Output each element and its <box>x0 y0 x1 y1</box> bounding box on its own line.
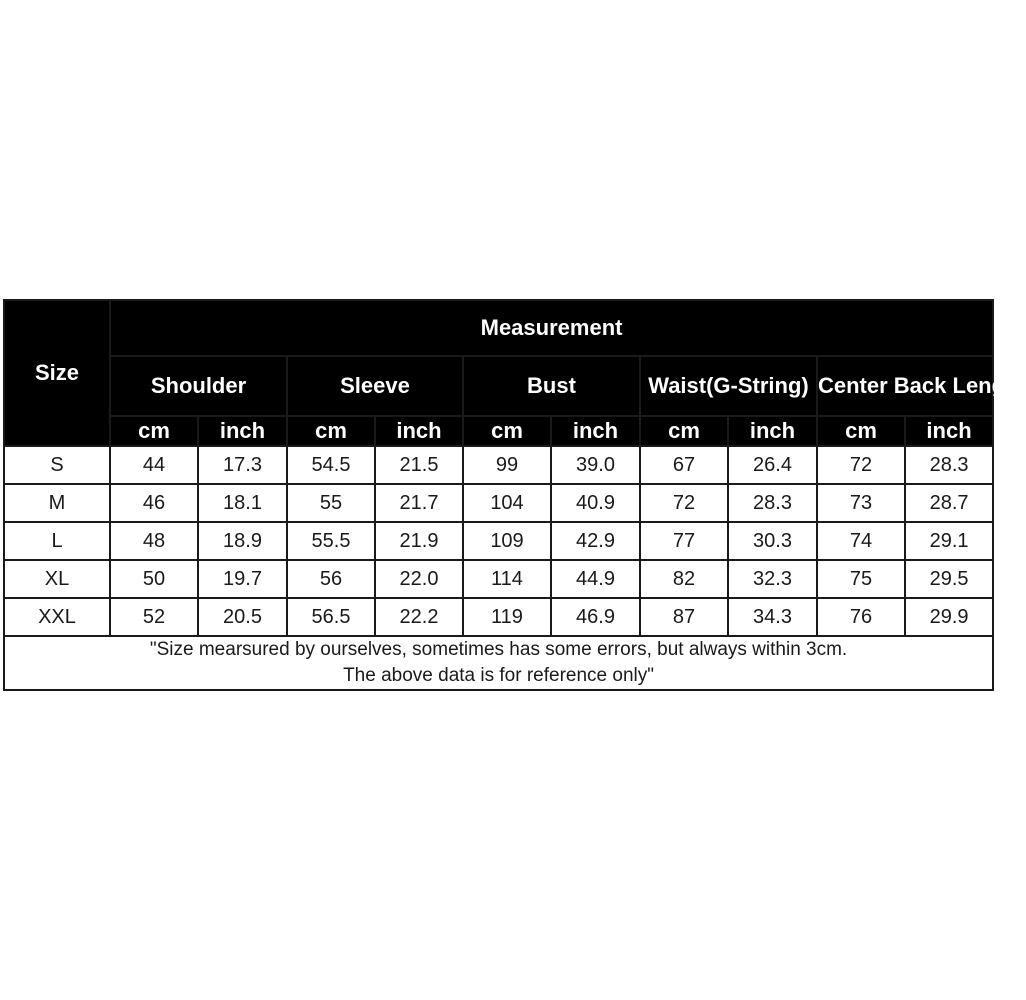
value-cell: 28.3 <box>728 484 817 522</box>
sleeve-header: Sleeve <box>287 356 463 416</box>
header-row-groups <box>4 356 993 416</box>
value-cell: 77 <box>640 522 728 560</box>
unit-header: cm <box>463 416 551 446</box>
note-row <box>4 636 993 690</box>
unit-header: cm <box>110 416 198 446</box>
value-cell: 22.2 <box>375 598 463 636</box>
value-cell: 73 <box>817 484 905 522</box>
value-cell: 56.5 <box>287 598 375 636</box>
value-cell: 32.3 <box>728 560 817 598</box>
header-row-measurement <box>4 300 993 356</box>
value-cell: 34.3 <box>728 598 817 636</box>
value-cell: 20.5 <box>198 598 287 636</box>
value-cell: 40.9 <box>551 484 640 522</box>
unit-header: cm <box>287 416 375 446</box>
unit-header: inch <box>728 416 817 446</box>
size-cell: XL <box>4 560 110 598</box>
unit-header: inch <box>375 416 463 446</box>
value-cell: 44 <box>110 446 198 484</box>
note-line: "Size mearsured by ourselves, sometimes has some errors, but always within 3cm. <box>149 639 848 660</box>
table-row <box>4 560 993 598</box>
value-cell: 75 <box>817 560 905 598</box>
measurement-header: Measurement <box>110 300 993 356</box>
table-row <box>4 484 993 522</box>
value-cell: 26.4 <box>728 446 817 484</box>
value-cell: 114 <box>463 560 551 598</box>
value-cell: 30.3 <box>728 522 817 560</box>
value-cell: 55 <box>287 484 375 522</box>
value-cell: 87 <box>640 598 728 636</box>
value-cell: 50 <box>110 560 198 598</box>
value-cell: 56 <box>287 560 375 598</box>
value-cell: 76 <box>817 598 905 636</box>
unit-header: inch <box>551 416 640 446</box>
table-body <box>4 446 993 636</box>
value-cell: 54.5 <box>287 446 375 484</box>
size-cell: M <box>4 484 110 522</box>
value-cell: 55.5 <box>287 522 375 560</box>
value-cell: 29.1 <box>905 522 993 560</box>
size-chart <box>3 299 1026 691</box>
value-cell: 46.9 <box>551 598 640 636</box>
value-cell: 28.7 <box>905 484 993 522</box>
unit-header: inch <box>198 416 287 446</box>
table-row <box>4 522 993 560</box>
size-cell: S <box>4 446 110 484</box>
value-cell: 48 <box>110 522 198 560</box>
value-cell: 67 <box>640 446 728 484</box>
size-cell: XXL <box>4 598 110 636</box>
unit-header: cm <box>640 416 728 446</box>
size-note <box>4 636 993 690</box>
value-cell: 29.5 <box>905 560 993 598</box>
center-back-length-header: Center Back Length <box>817 356 993 416</box>
waist-header: Waist(G-String) <box>640 356 817 416</box>
value-cell: 21.9 <box>375 522 463 560</box>
value-cell: 109 <box>463 522 551 560</box>
value-cell: 72 <box>640 484 728 522</box>
value-cell: 46 <box>110 484 198 522</box>
value-cell: 72 <box>817 446 905 484</box>
value-cell: 74 <box>817 522 905 560</box>
table-row <box>4 598 993 636</box>
value-cell: 104 <box>463 484 551 522</box>
value-cell: 39.0 <box>551 446 640 484</box>
value-cell: 29.9 <box>905 598 993 636</box>
table-row <box>4 446 993 484</box>
unit-header: cm <box>817 416 905 446</box>
value-cell: 21.7 <box>375 484 463 522</box>
size-header: Size <box>4 300 110 446</box>
value-cell: 52 <box>110 598 198 636</box>
shoulder-header: Shoulder <box>110 356 287 416</box>
value-cell: 99 <box>463 446 551 484</box>
note-line: The above data is for reference only" <box>343 665 654 686</box>
value-cell: 19.7 <box>198 560 287 598</box>
value-cell: 44.9 <box>551 560 640 598</box>
unit-header: inch <box>905 416 993 446</box>
size-cell: L <box>4 522 110 560</box>
bust-header: Bust <box>463 356 640 416</box>
value-cell: 18.9 <box>198 522 287 560</box>
value-cell: 21.5 <box>375 446 463 484</box>
size-table <box>3 299 1026 691</box>
value-cell: 42.9 <box>551 522 640 560</box>
value-cell: 119 <box>463 598 551 636</box>
value-cell: 82 <box>640 560 728 598</box>
value-cell: 28.3 <box>905 446 993 484</box>
header-row-units <box>4 416 993 446</box>
value-cell: 18.1 <box>198 484 287 522</box>
value-cell: 17.3 <box>198 446 287 484</box>
value-cell: 22.0 <box>375 560 463 598</box>
